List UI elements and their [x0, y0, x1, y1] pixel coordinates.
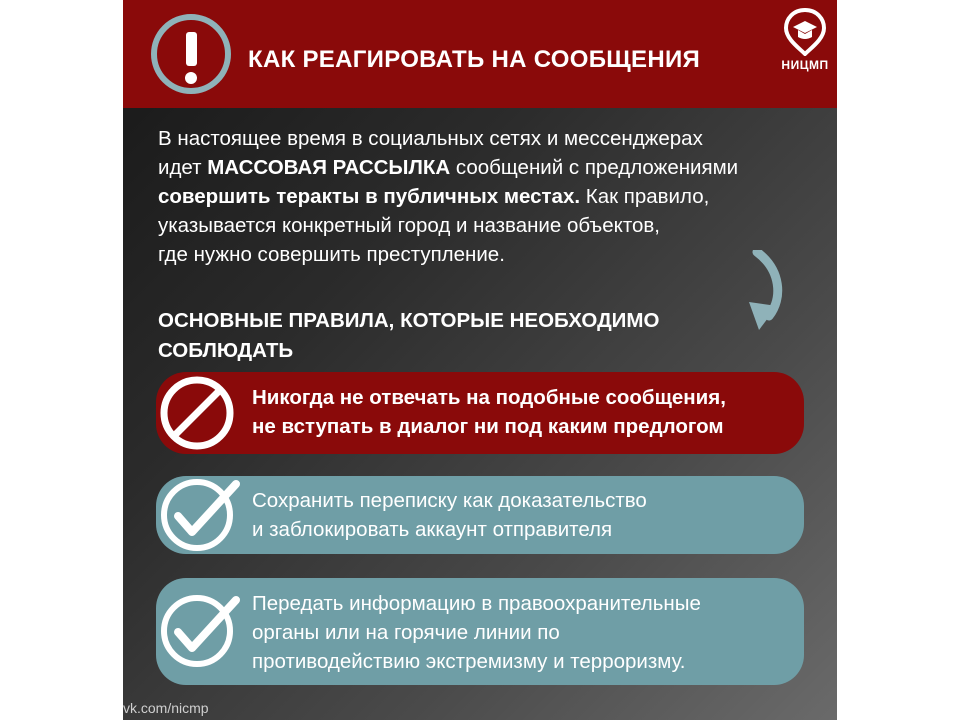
intro-line: В настоящее время в социальных сетях и мессенджерах [158, 127, 703, 150]
infographic-card [123, 0, 837, 720]
logo-text: НИЦМП [781, 58, 829, 72]
intro-line: идет МАССОВАЯ РАССЫЛКА сообщений с предложениями [158, 156, 739, 179]
logo [776, 8, 834, 78]
source-link[interactable]: vk.com/nicmp [123, 700, 209, 716]
emphasis: МАССОВАЯ РАССЫЛКА [207, 156, 451, 179]
logo-pin-icon [783, 8, 827, 56]
prohibited-icon [154, 370, 240, 456]
check-icon [156, 590, 242, 672]
intro-line: совершить теракты в публичных местах. Как правило, [158, 185, 710, 208]
exclamation-icon [151, 14, 231, 94]
intro-line: указывается конкретный город и название объектов, [158, 214, 660, 237]
rule-text: Сохранить переписку как доказательство и заблокировать аккаунт отправителя [252, 489, 647, 541]
emphasis: совершить теракты в публичных местах. [158, 185, 581, 208]
rule-item [156, 578, 804, 685]
rule-item [156, 372, 804, 454]
intro-line: где нужно совершить преступление. [158, 243, 505, 266]
header-banner [123, 0, 837, 108]
intro-paragraph [158, 124, 798, 269]
rule-text: Передать информацию в правоохранительные органы или на горячие линии по противодействию экстремизму и терроризму. [252, 592, 701, 673]
check-icon [156, 474, 242, 556]
page-title: КАК РЕАГИРОВАТЬ НА СООБЩЕНИЯ [248, 46, 701, 73]
rule-item [156, 476, 804, 554]
rule-text: Никогда не отвечать на подобные сообщения, не вступать в диалог ни под каким предлогом [252, 386, 726, 438]
rules-heading: ОСНОВНЫЕ ПРАВИЛА, КОТОРЫЕ НЕОБХОДИМО СОБЛЮДАТЬ [158, 309, 660, 362]
